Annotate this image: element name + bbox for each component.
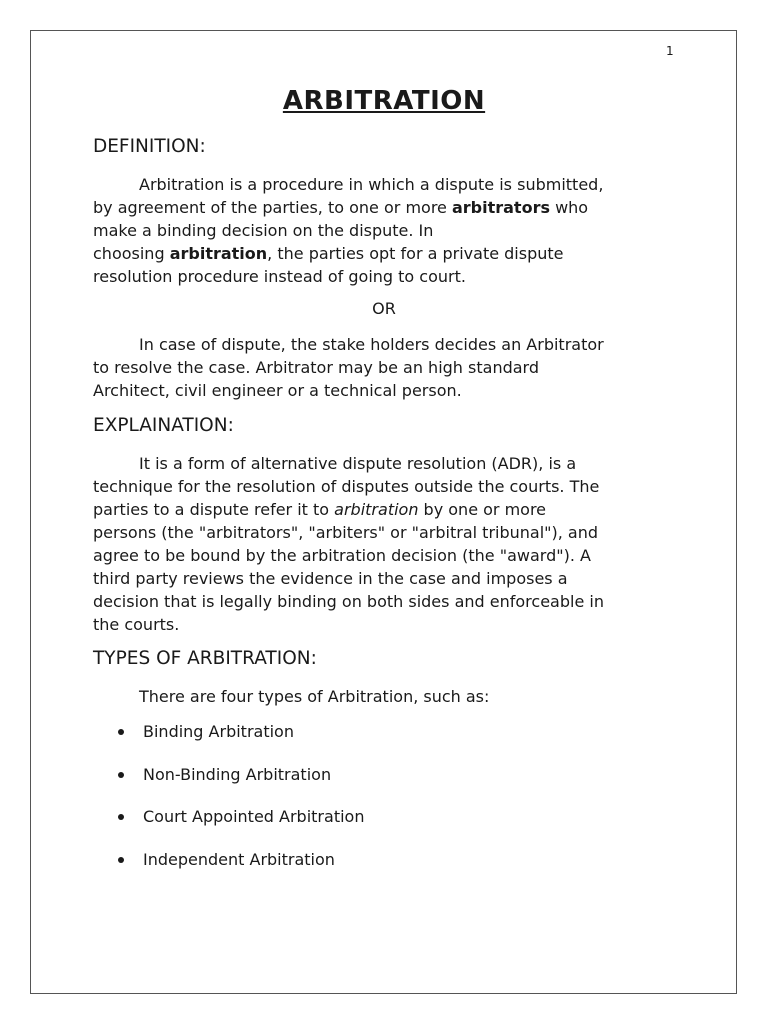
page-number: 1 [666, 44, 674, 58]
bullet-icon [118, 857, 124, 863]
definition-paragraph-1 [93, 173, 683, 288]
explanation-line: technique for the resolution of disputes outside the courts. The [93, 477, 600, 496]
bold-term: arbitrators [451, 198, 550, 217]
explanation-line: persons (the "arbitrators", "arbiters" or "arbitral tribunal"), and [93, 523, 599, 542]
bullet-icon [118, 814, 124, 820]
explanation-heading: EXPLAINATION: [93, 415, 234, 436]
definition-line: choosing arbitration, the parties opt for a private dispute [93, 244, 564, 263]
list-item: Court Appointed Arbitration [116, 806, 364, 849]
definition-line: by agreement of the parties, to one or more arbitrators who [93, 198, 589, 217]
definition-line: make a binding decision on the dispute. In [93, 221, 434, 240]
definition-line: In case of dispute, the stake holders decides an Arbitrator [139, 335, 604, 354]
definition-line: Arbitration is a procedure in which a dispute is submitted, [139, 175, 604, 194]
definition-line: to resolve the case. Arbitrator may be an high standard [93, 358, 539, 377]
bullet-icon [118, 772, 124, 778]
list-item: Non-Binding Arbitration [116, 764, 364, 807]
definition-paragraph-2 [93, 333, 683, 402]
list-item: Independent Arbitration [116, 849, 364, 892]
definition-line: resolution procedure instead of going to court. [93, 267, 466, 286]
types-heading: TYPES OF ARBITRATION: [93, 648, 317, 669]
list-item: Binding Arbitration [116, 721, 364, 764]
types-intro-line: There are four types of Arbitration, such as: [139, 687, 490, 706]
explanation-line: agree to be bound by the arbitration decision (the "award"). A [93, 546, 591, 565]
explanation-line: It is a form of alternative dispute resolution (ADR), is a [139, 454, 577, 473]
explanation-line: parties to a dispute refer it to arbitration by one or more [93, 500, 547, 519]
bullet-icon [118, 729, 124, 735]
italic-term: arbitration [334, 500, 419, 519]
explanation-line: the courts. [93, 615, 180, 634]
types-intro [93, 685, 683, 708]
definition-line: Architect, civil engineer or a technical person. [93, 381, 462, 400]
or-separator: OR [372, 299, 396, 318]
explanation-line: decision that is legally binding on both sides and enforceable in [93, 592, 604, 611]
bold-term: arbitration [169, 244, 268, 263]
explanation-paragraph [93, 452, 683, 636]
document-title: ARBITRATION [282, 86, 486, 116]
explanation-line: third party reviews the evidence in the case and imposes a [93, 569, 568, 588]
definition-heading: DEFINITION: [93, 136, 206, 157]
types-list [116, 721, 364, 891]
